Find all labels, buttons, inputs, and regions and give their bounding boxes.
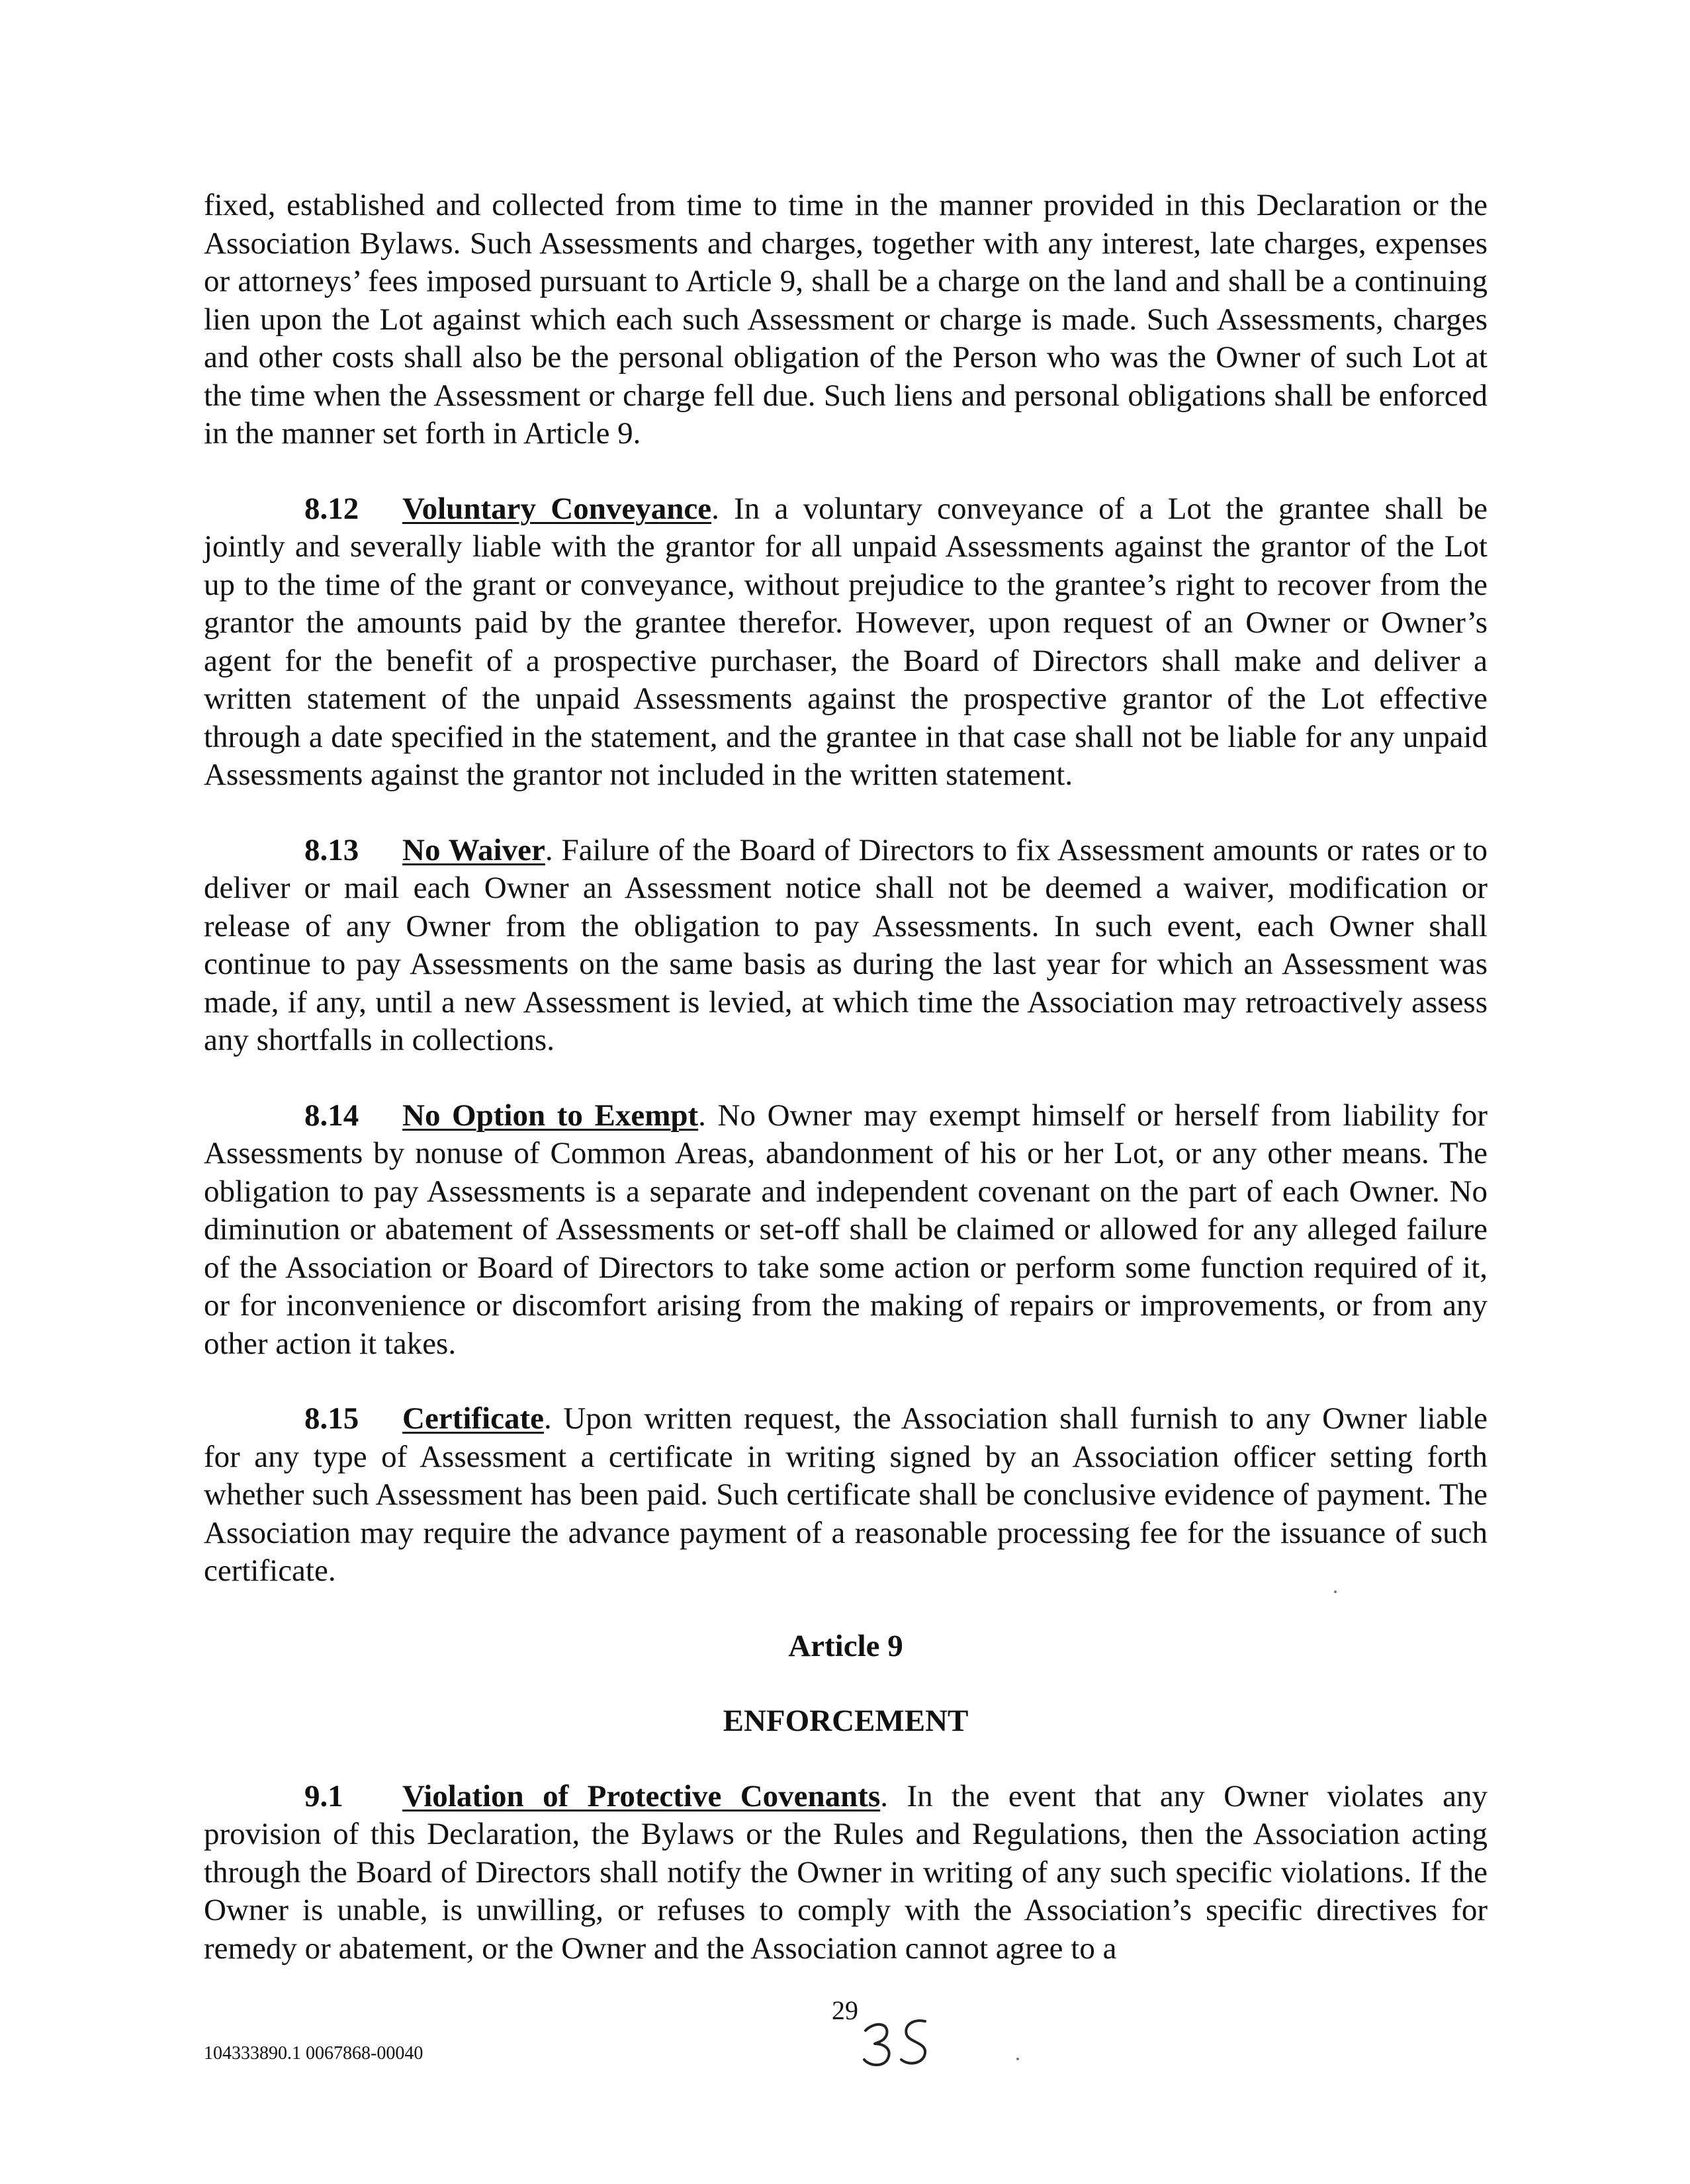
section-8-15: 8.15 Certificate. Upon written request, the Association shall furnish to any Owner liable for any type of Assessment a certificate in writing signed by an Association officer setting forth whether such Assessment has been paid. Such certificate shall be conclusive evidence of payment. The Association may require the advance payment of a reasonable processing fee for the issuance of such certificate.: [204, 1401, 1488, 1588]
section-number: 8.12: [304, 491, 359, 526]
section-number: 8.15: [304, 1401, 359, 1436]
section-title: Violation of Protective Covenants: [402, 1778, 881, 1813]
section-9-1: 9.1 Violation of Protective Covenants. In the event that any Owner violates any provision of this Declaration, the Bylaws or the Rules and Regulations, then the Association acting through the Board of Directors shall notify the Owner in writing of any such specific violations. If the Owner is unable, is unwilling, or refuses to comply with the Association’s specific directives for remedy or abatement, or the Owner and the Association cannot agree to a: [204, 1778, 1488, 1966]
intro-paragraph: fixed, established and collected from time to time in the manner provided in this Declaration or the Association Bylaws. Such Assessments and charges, together with any interest, late charges, expenses or attorneys’ fees imposed pursuant to Article 9, shall be a charge on the land and shall be a continuing lien upon the Lot against which each such Assessment or charge is made. Such Assessments, charges and other costs shall also be the personal obligation of the Person who was the Owner of such Lot at the time when the Assessment or charge fell due. Such liens and personal obligations shall be enforced in the manner set forth in Article 9.: [204, 188, 1488, 451]
section-8-14: 8.14 No Option to Exempt. No Owner may exempt himself or herself from liability for Assessments by nonuse of Common Areas, abandonment of his or her Lot, or any other means. The obligation to pay Assessments is a separate and independent covenant on the part of each Owner. No diminution or abatement of Assessments or set-off shall be claimed or allowed for any alleged failure of the Association or Board of Directors to take some action or perform some function required of it, or for inconvenience or discomfort arising from the making of repairs or improvements, or from any other action it takes.: [204, 1098, 1488, 1361]
section-title: No Waiver: [402, 832, 545, 867]
section-text: In the event that any Owner violates any provision of this Declaration, the Bylaws or the Rules and Regulations, then the Association acting through the Board of Directors shall notify the Owner in writing of any such specific violations. If the Owner is unable, is unwilling, or refuses to comply with the Association’s specific directives for remedy or abatement, or the Owner and the Association cannot agree to a: [204, 1778, 1488, 1966]
section-8-12: 8.12 Voluntary Conveyance. In a voluntary conveyance of a Lot the grantee shall be jointly and severally liable with the grantor for all unpaid Assessments against the grantor of the Lot up to the time of the grant or conveyance, without prejudice to the grantee’s right to recover from the grantor the amounts paid by the grantee therefor. However, upon request of an Owner or Owner’s agent for the benefit of a prospective purchaser, the Board of Directors shall make and deliver a written statement of the unpaid Assessments against the prospective grantor of the Lot effective through a date specified in the statement, and the grantee in that case shall not be liable for any unpaid Assessments against the grantor not included in the written statement.: [204, 491, 1488, 792]
document-body: [204, 187, 1488, 2005]
section-8-13: 8.13 No Waiver. Failure of the Board of Directors to fix Assessment amounts or rates or to deliver or mail each Owner an Assessment notice shall not be deemed a waiver, modification or release of any Owner from the obligation to pay Assessments. In such event, each Owner shall continue to pay Assessments on the same basis as during the last year for which an Assessment was made, if any, until a new Assessment is levied, at which time the Association may retroactively assess any shortfalls in collections.: [204, 832, 1488, 1057]
scan-speck: [1334, 1591, 1337, 1593]
article-title: ENFORCEMENT: [723, 1704, 969, 1738]
section-number: 9.1: [304, 1778, 343, 1813]
section-title: No Option to Exempt: [402, 1098, 699, 1133]
article-label: Article 9: [788, 1628, 903, 1663]
section-title: Certificate: [402, 1401, 544, 1436]
document-id: 104333890.1 0067868-00040: [204, 2043, 423, 2064]
section-text: Failure of the Board of Directors to fix Assessment amounts or rates or to deliver or mail each Owner an Assessment notice shall not be deemed a waiver, modification or release of any Owner from the obligation to pay Assessments. In such event, each Owner shall continue to pay Assessments on the same basis as during the last year for which an Assessment was made, if any, until a new Assessment is levied, at which time the Association may retroactively assess any shortfalls in collections.: [204, 832, 1488, 1057]
section-text: No Owner may exempt himself or herself from liability for Assessments by nonuse of Common Areas, abandonment of his or her Lot, or any other means. The obligation to pay Assessments is a separate and independent covenant on the part of each Owner. No diminution or abatement of Assessments or set-off shall be claimed or allowed for any alleged failure of the Association or Board of Directors to take some action or perform some function required of it, or for inconvenience or discomfort arising from the making of repairs or improvements, or from any other action it takes.: [204, 1098, 1488, 1361]
scan-speck: [1016, 2058, 1019, 2060]
page-number: 29: [832, 1995, 858, 2025]
section-text: In a voluntary conveyance of a Lot the grantee shall be jointly and severally liable with the grantor for all unpaid Assessments against the grantor of the Lot up to the time of the grant or conveyance, without prejudice to the grantee’s right to recover from the grantor the amounts paid by the grantee therefor. However, upon request of an Owner or Owner’s agent for the benefit of a prospective purchaser, the Board of Directors shall make and deliver a written statement of the unpaid Assessments against the prospective grantor of the Lot effective through a date specified in the statement, and the grantee in that case shall not be liable for any unpaid Assessments against the grantor not included in the written statement.: [204, 491, 1488, 792]
section-number: 8.14: [304, 1098, 359, 1133]
section-title: Voluntary Conveyance: [402, 491, 712, 526]
section-text: Upon written request, the Association shall furnish to any Owner liable for any type of Assessment a certificate in writing signed by an Association officer setting forth whether such Assessment has been paid. Such certificate shall be conclusive evidence of payment. The Association may require the advance payment of a reasonable processing fee for the issuance of such certificate.: [204, 1401, 1488, 1588]
section-number: 8.13: [304, 832, 359, 867]
handwritten-page-number: [860, 2015, 940, 2071]
